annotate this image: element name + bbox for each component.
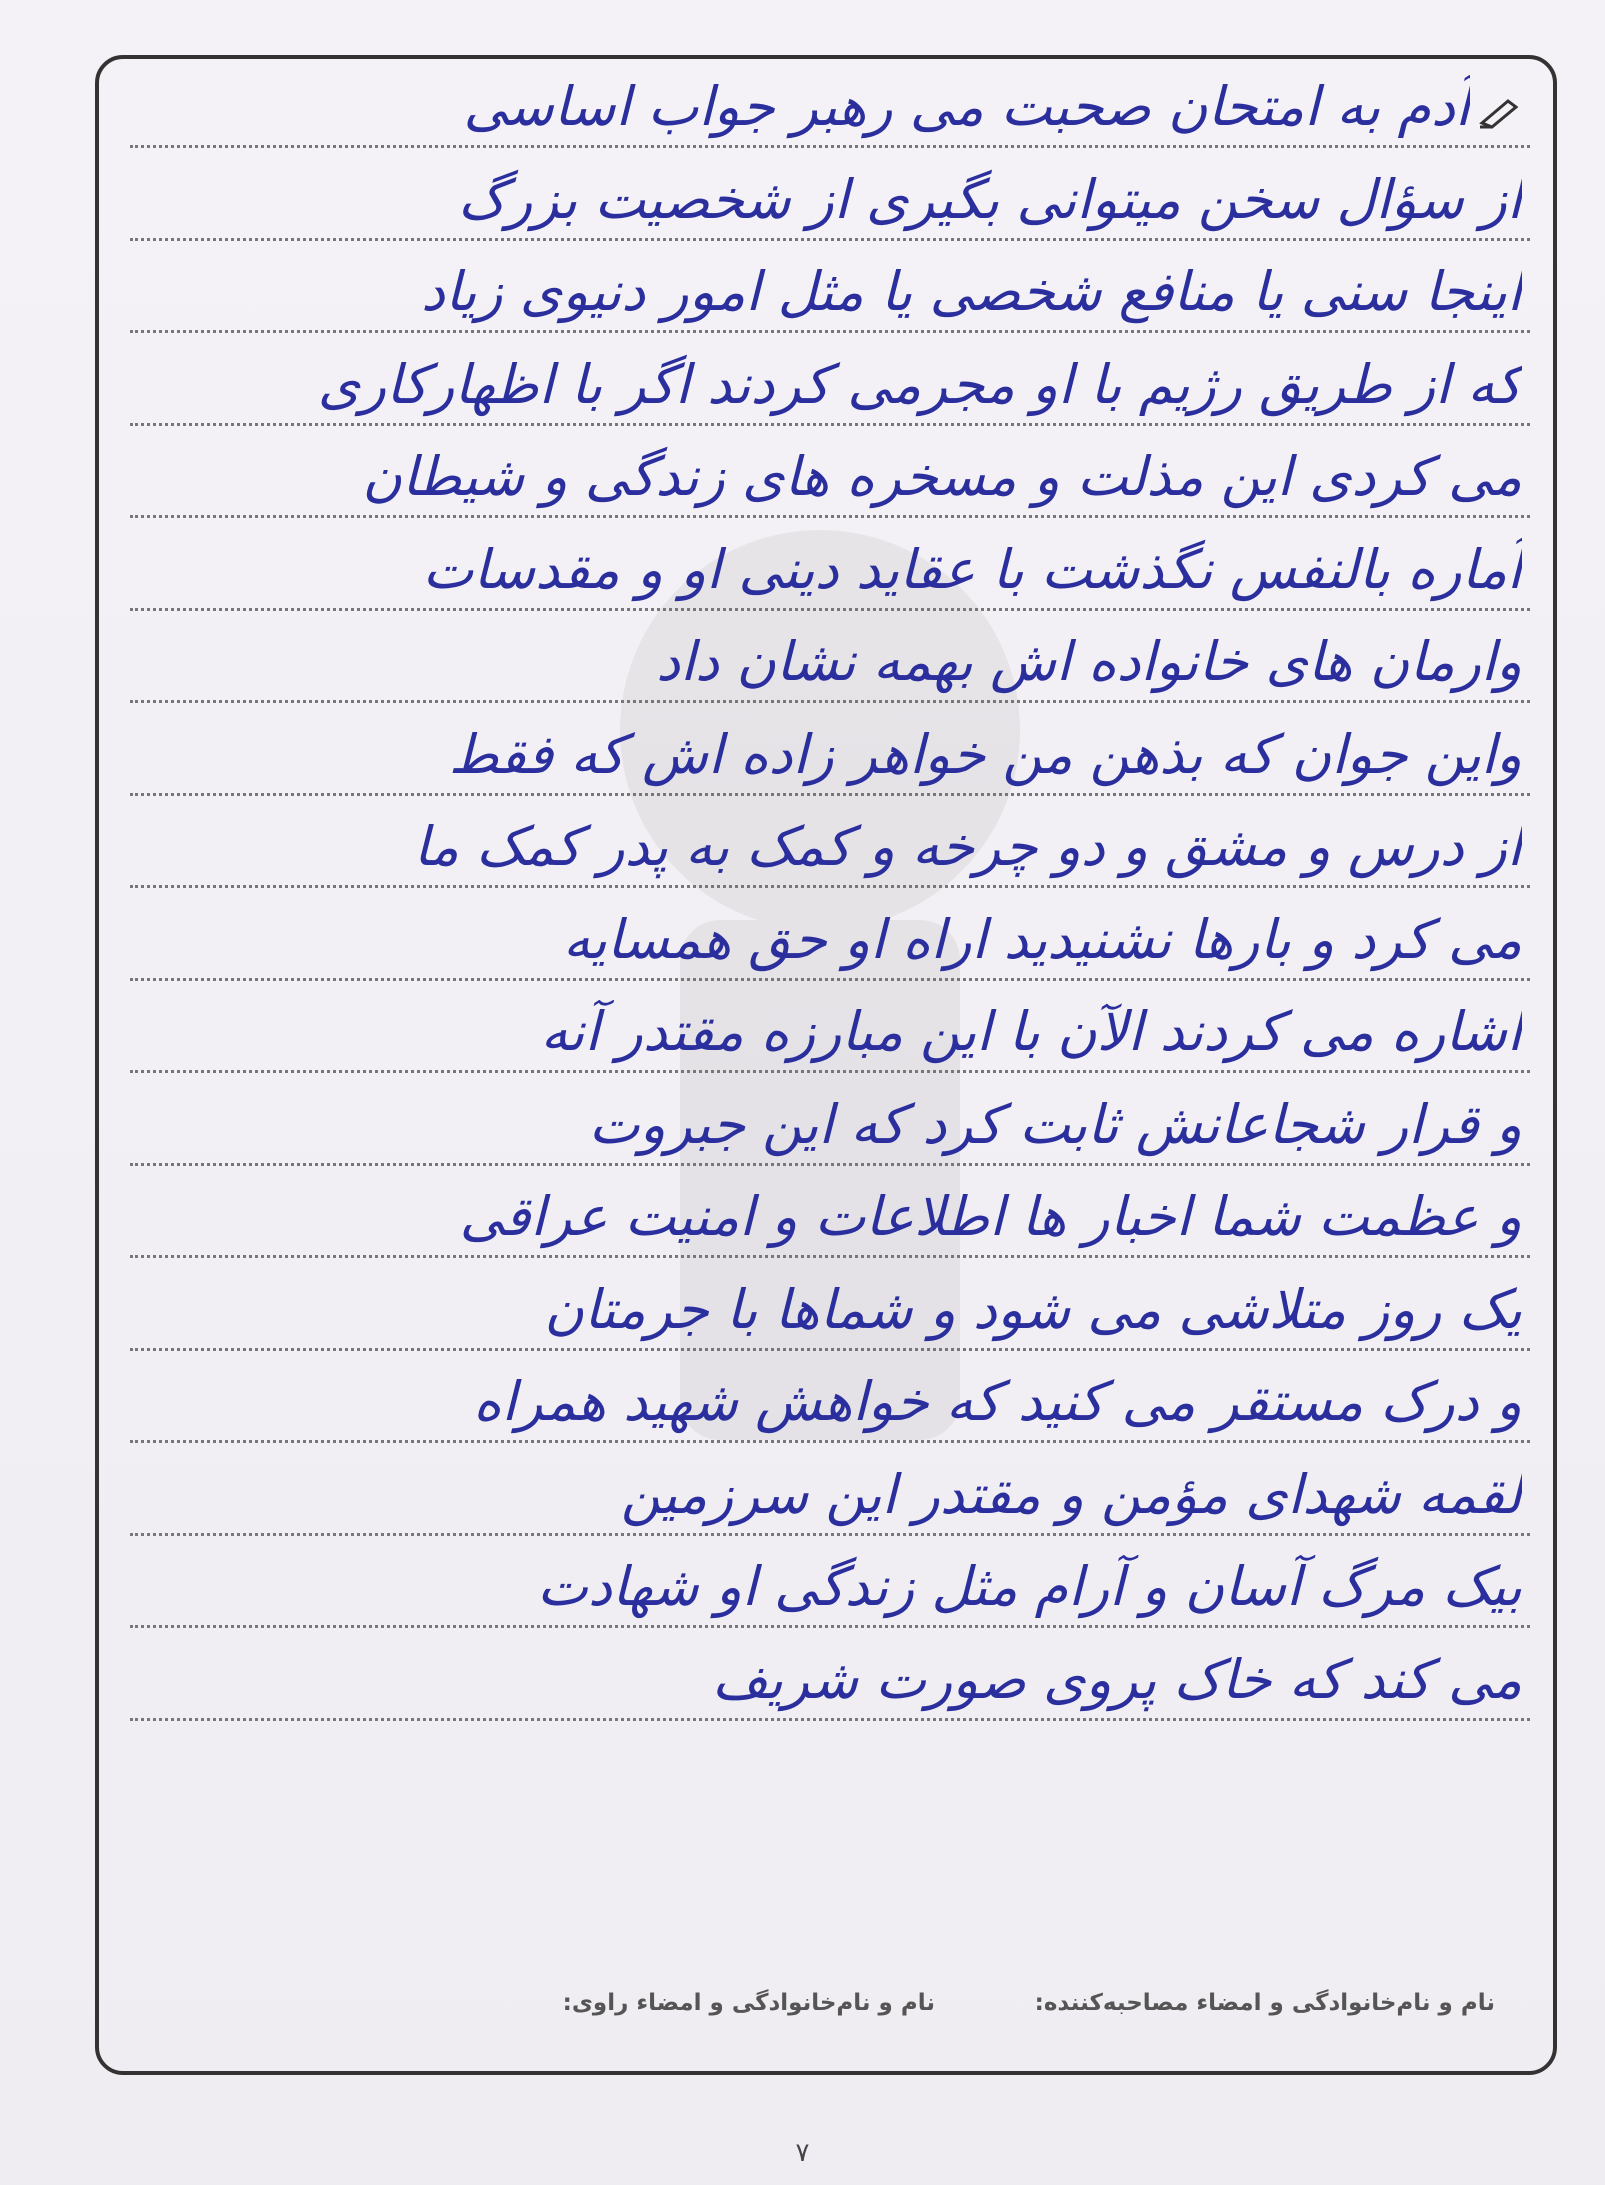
handwritten-text: از سؤال سخن میتوانی بگیری از شخصیت بزرگ (457, 167, 1522, 231)
handwritten-text: از درس و مشق و دو چرخه و کمک به پدر کمک ما (413, 815, 1522, 878)
handwritten-line (130, 1168, 1530, 1258)
handwritten-line (130, 613, 1530, 703)
handwritten-line (130, 1076, 1530, 1166)
handwritten-line (130, 1261, 1530, 1351)
handwritten-text: و درک مستقر می کنید که خواهش شهید همراه (473, 1370, 1522, 1433)
narrator-signature-label: نام و نام‌خانوادگی و امضاء راوی: (562, 1990, 935, 2016)
handwritten-line (130, 1631, 1530, 1721)
handwritten-line (130, 706, 1530, 796)
handwritten-text: اشاره می کردند الآن با این مبارزه مقتدر آنه (540, 1000, 1522, 1063)
handwritten-line (130, 58, 1530, 148)
handwritten-text: بیک مرگ آسان و آرام مثل زندگی او شهادت (537, 1555, 1522, 1618)
handwritten-text: لقمه شهدای مؤمن و مقتدر این سرزمین (620, 1462, 1522, 1526)
handwritten-text: اینجا سنی یا منافع شخصی یا مثل امور دنیوی زیاد (421, 260, 1522, 323)
handwritten-text: می کردی این مذلت و مسخره های زندگی و شیطان (362, 445, 1522, 508)
handwritten-line (130, 1538, 1530, 1628)
handwritten-line (130, 891, 1530, 981)
handwritten-text: آماره بالنفس نگذشت با عقاید دینی او و مقدسات (422, 537, 1522, 601)
handwritten-text: و قرار شجاعانش ثابت کرد که این جبروت (588, 1092, 1522, 1156)
signature-footer (140, 1990, 1495, 2040)
handwritten-line (130, 1446, 1530, 1536)
handwritten-line (130, 983, 1530, 1073)
handwritten-line (130, 798, 1530, 888)
handwritten-line (130, 521, 1530, 611)
handwritten-line (130, 151, 1530, 241)
handwritten-text: وارمان های خانواده اش بهمه نشان داد (656, 630, 1522, 693)
handwritten-line (130, 336, 1530, 426)
handwritten-text: می کرد و بارها نشنیدید اراه او حق همسایه (562, 907, 1522, 971)
handwritten-text: واین جوان که بذهن من خواهر زاده اش که فقط (448, 722, 1522, 786)
handwritten-text: که از طریق رژیم با او مجرمی کردند اگر با اظهارکاری (317, 352, 1522, 416)
handwritten-text: و عظمت شما اخبار ها اطلاعات و امنیت عراقی (459, 1185, 1522, 1248)
interviewer-signature-label: نام و نام‌خانوادگی و امضاء مصاحبه‌کننده: (1034, 1990, 1495, 2016)
handwriting-area (130, 0, 1540, 2185)
handwritten-text: آدم به امتحان صحبت می رهبر جواب اساسی (463, 75, 1470, 138)
handwritten-text: یک روز متلاشی می شود و شماها با جرمتان (544, 1277, 1522, 1341)
page-number: ۷ (795, 2138, 810, 2168)
handwritten-line (130, 243, 1530, 333)
handwritten-line (130, 1353, 1530, 1443)
handwritten-line (130, 428, 1530, 518)
handwritten-text: می کند که خاک پروی صورت شریف (712, 1647, 1522, 1711)
pen-icon (1478, 95, 1522, 129)
